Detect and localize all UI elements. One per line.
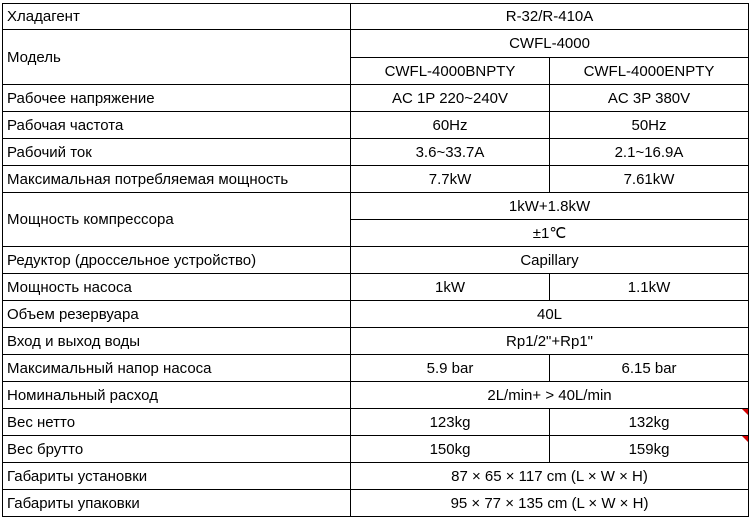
pump-power-label: Мощность насоса: [3, 274, 351, 301]
row-net-weight: [3, 409, 749, 436]
gross-weight-a: 150kg: [351, 436, 550, 463]
row-model: [3, 30, 749, 58]
voltage-b: AC 3P 380V: [550, 85, 749, 112]
row-voltage: [3, 85, 749, 112]
refrigerant-label: Хладагент: [3, 4, 351, 30]
max-power-label: Максимальная потребляемая мощность: [3, 166, 351, 193]
gross-weight-label: Вес брутто: [3, 436, 351, 463]
compressor-value: 1kW+1.8kW: [351, 193, 749, 220]
current-a: 3.6~33.7A: [351, 139, 550, 166]
row-reducer: [3, 247, 749, 274]
model-variant-b: CWFL-4000ENPTY: [550, 58, 749, 85]
frequency-label: Рабочая частота: [3, 112, 351, 139]
current-label: Рабочий ток: [3, 139, 351, 166]
package-dims-value: 95 × 77 × 135 cm (L × W × H): [351, 490, 749, 517]
row-tank: [3, 301, 749, 328]
package-dims-label: Габариты упаковки: [3, 490, 351, 517]
row-flow: [3, 382, 749, 409]
unit-dims-value: 87 × 65 × 117 cm (L × W × H): [351, 463, 749, 490]
row-water-io: [3, 328, 749, 355]
max-power-a: 7.7kW: [351, 166, 550, 193]
model-label: Модель: [3, 30, 351, 85]
frequency-a: 60Hz: [351, 112, 550, 139]
row-current: [3, 139, 749, 166]
row-max-power: [3, 166, 749, 193]
reducer-label: Редуктор (дроссельное устройство): [3, 247, 351, 274]
current-b: 2.1~16.9A: [550, 139, 749, 166]
frequency-b: 50Hz: [550, 112, 749, 139]
compressor-label: Мощность компрессора: [3, 193, 351, 247]
row-frequency: [3, 112, 749, 139]
spec-table: [2, 3, 749, 517]
net-weight-a: 123kg: [351, 409, 550, 436]
flow-label: Номинальный расход: [3, 382, 351, 409]
water-io-label: Вход и выход воды: [3, 328, 351, 355]
row-refrigerant: [3, 4, 749, 30]
gross-weight-b: 159kg: [550, 436, 749, 463]
row-pump-head: [3, 355, 749, 382]
net-weight-b: 132kg: [550, 409, 749, 436]
pump-head-a: 5.9 bar: [351, 355, 550, 382]
tank-label: Объем резервуара: [3, 301, 351, 328]
pump-power-b: 1.1kW: [550, 274, 749, 301]
pump-head-b: 6.15 bar: [550, 355, 749, 382]
voltage-label: Рабочее напряжение: [3, 85, 351, 112]
row-pump-power: [3, 274, 749, 301]
water-io-value: Rp1/2"+Rp1": [351, 328, 749, 355]
net-weight-label: Вес нетто: [3, 409, 351, 436]
row-package-dims: [3, 490, 749, 517]
refrigerant-value: R-32/R-410A: [351, 4, 749, 30]
model-variant-a: CWFL-4000BNPTY: [351, 58, 550, 85]
unit-dims-label: Габариты установки: [3, 463, 351, 490]
flow-value: 2L/min+ > 40L/min: [351, 382, 749, 409]
compressor-precision: ±1℃: [351, 220, 749, 247]
pump-head-label: Максимальный напор насоса: [3, 355, 351, 382]
pump-power-a: 1kW: [351, 274, 550, 301]
row-unit-dims: [3, 463, 749, 490]
voltage-a: AC 1P 220~240V: [351, 85, 550, 112]
model-value: CWFL-4000: [351, 30, 749, 58]
row-gross-weight: [3, 436, 749, 463]
row-compressor: [3, 193, 749, 220]
reducer-value: Capillary: [351, 247, 749, 274]
tank-value: 40L: [351, 301, 749, 328]
max-power-b: 7.61kW: [550, 166, 749, 193]
